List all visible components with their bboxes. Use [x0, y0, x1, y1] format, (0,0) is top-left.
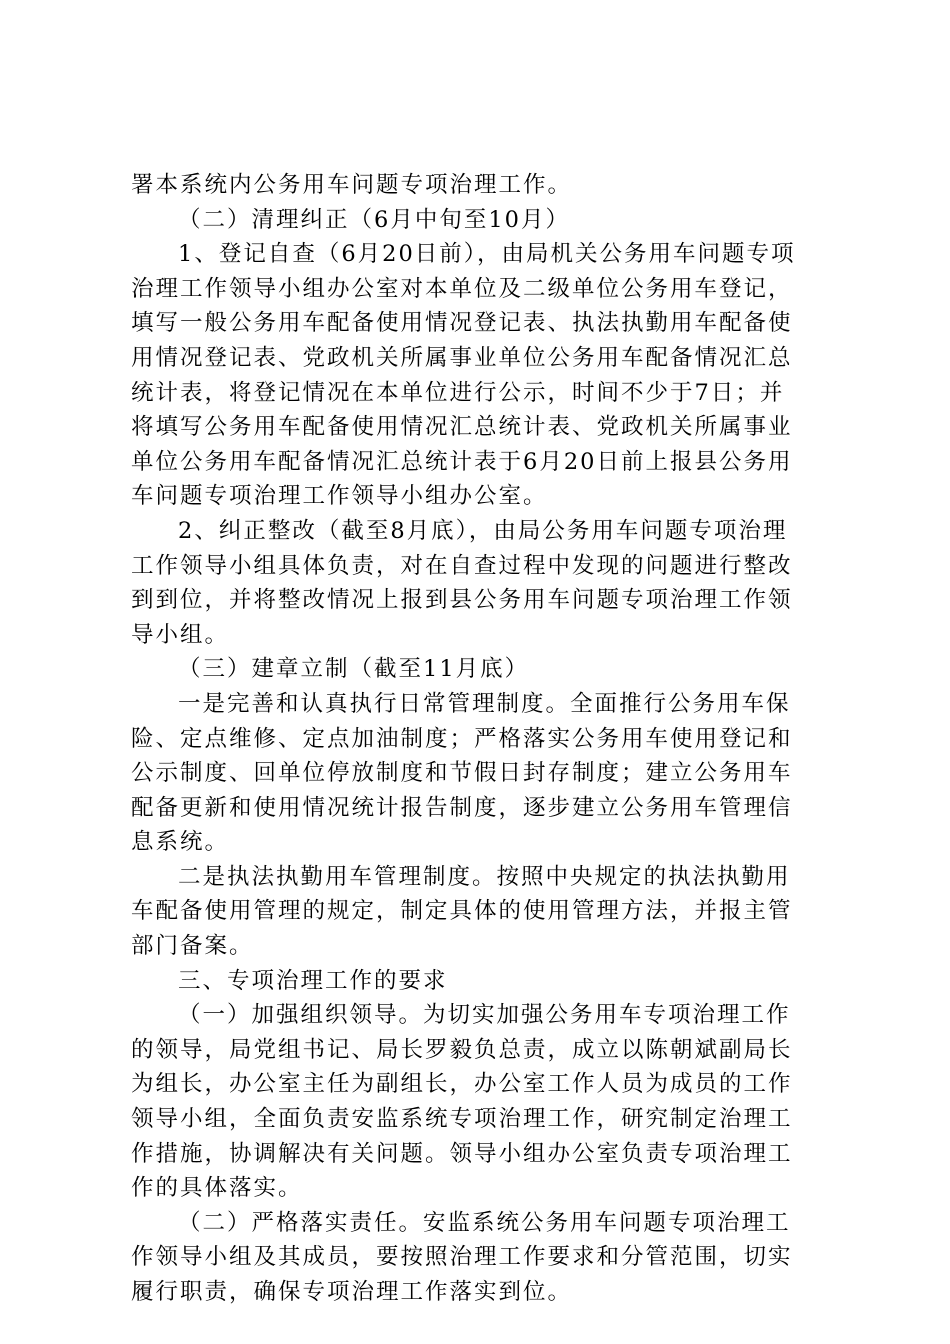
- text-line: （三）建章立制（截至11月底）: [178, 656, 530, 683]
- text-line: 统计表，将登记情况在本单位进行公示，时间不少于7日；并: [131, 379, 785, 406]
- text-line: 1、登记自查（6月20日前），由局机关公务用车问题专项: [178, 241, 796, 268]
- text-line: 领导小组，全面负责安监系统专项治理工作，研究制定治理工: [131, 1106, 793, 1133]
- text-line: 工作领导小组具体负责，对在自查过程中发现的问题进行整改: [131, 552, 793, 579]
- text-line: 作措施，协调解决有关问题。领导小组办公室负责专项治理工: [131, 1140, 793, 1167]
- text-line: （二）清理纠正（6月中旬至10月）: [178, 206, 570, 233]
- text-line: 履行职责，确保专项治理工作落实到位。: [131, 1279, 573, 1305]
- text-line: 作领导小组及其成员，要按照治理工作要求和分管范围，切实: [131, 1244, 793, 1271]
- text-line: 一是完善和认真执行日常管理制度。全面推行公务用车保: [178, 690, 791, 717]
- text-line: 二是执法执勤用车管理制度。按照中央规定的执法执勤用: [178, 863, 791, 890]
- text-line: 三、专项治理工作的要求: [178, 967, 448, 994]
- text-line: 息系统。: [131, 829, 230, 856]
- text-line: 的领导，局党组书记、局长罗毅负总责，成立以陈朝斌副局长: [131, 1036, 793, 1063]
- text-line: 车问题专项治理工作领导小组办公室。: [131, 483, 548, 510]
- text-line: 导小组。: [131, 621, 230, 648]
- text-line: 部门备案。: [131, 933, 254, 960]
- text-line: 治理工作领导小组办公室对本单位及二级单位公务用车登记，: [131, 275, 793, 302]
- text-line: 险、定点维修、定点加油制度；严格落实公务用车使用登记和: [131, 725, 793, 752]
- text-line: （一）加强组织领导。为切实加强公务用车专项治理工作: [178, 1002, 791, 1029]
- text-line: 配备更新和使用情况统计报告制度，逐步建立公务用车管理信: [131, 794, 793, 821]
- text-line: 公示制度、回单位停放制度和节假日封存制度；建立公务用车: [131, 760, 793, 787]
- text-line: 填写一般公务用车配备使用情况登记表、执法执勤用车配备使: [131, 310, 793, 337]
- text-line: 署本系统内公务用车问题专项治理工作。: [131, 172, 573, 198]
- text-line: 将填写公务用车配备使用情况汇总统计表、党政机关所属事业: [131, 414, 793, 441]
- text-line: 单位公务用车配备情况汇总统计表于6月20日前上报县公务用: [131, 448, 793, 475]
- text-line: 为组长，办公室主任为副组长，办公室工作人员为成员的工作: [131, 1071, 793, 1098]
- text-line: 车配备使用管理的规定，制定具体的使用管理方法，并报主管: [131, 898, 793, 925]
- text-line: （二）严格落实责任。安监系统公务用车问题专项治理工: [178, 1209, 791, 1236]
- text-line: 用情况登记表、党政机关所属事业单位公务用车配备情况汇总: [131, 344, 793, 371]
- text-line: 作的具体落实。: [131, 1175, 303, 1202]
- text-line: 到到位，并将整改情况上报到县公务用车问题专项治理工作领: [131, 587, 793, 614]
- text-line: 2、纠正整改（截至8月底），由局公务用车问题专项治理: [178, 517, 788, 544]
- document-body: [131, 168, 831, 1310]
